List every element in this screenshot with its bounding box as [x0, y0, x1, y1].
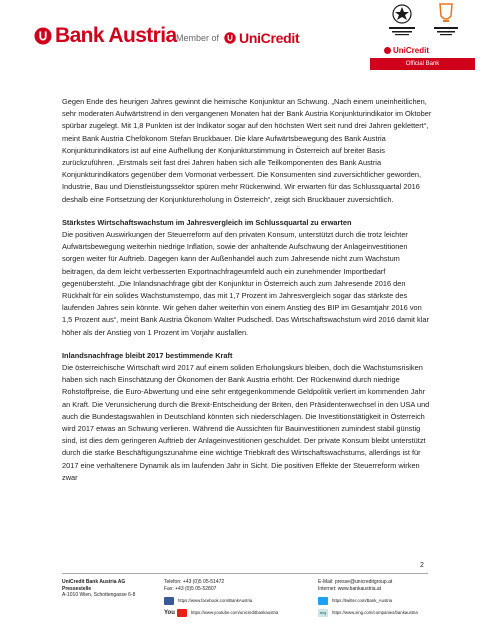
twitter-icon: [318, 597, 328, 605]
footer-department: Pressestelle: [62, 585, 92, 592]
europa-league-badge-icon: [424, 0, 468, 42]
page-number: 2: [420, 562, 424, 569]
footer-twitter[interactable]: [318, 597, 392, 605]
unicredit-icon: [224, 32, 236, 44]
youtube-link[interactable]: https://www.youtube.com/unicreditbankaustria: [190, 609, 279, 615]
member-brand: UniCredit: [239, 30, 300, 46]
facebook-icon: [164, 597, 174, 605]
youtube-label: You: [164, 609, 175, 616]
member-prefix: Member of: [176, 33, 220, 43]
footer-facebook[interactable]: [164, 597, 252, 605]
brand-name: Bank Austria: [55, 24, 177, 47]
sponsor-unicredit: [384, 46, 429, 55]
unicredit-logo-icon: [34, 27, 52, 45]
footer-internet: Internet: www.bankaustria.at: [318, 585, 382, 592]
page-header: [0, 0, 483, 70]
footer-youtube[interactable]: [164, 609, 278, 617]
xing-icon: xing: [319, 611, 327, 615]
footer-fax: Fax: +43 (0)5 05-52807: [164, 585, 217, 592]
footer-address: A-1010 Wien, Schottengasse 6-8: [62, 592, 136, 598]
document-body: [62, 96, 432, 495]
member-of-unicredit: [176, 30, 299, 46]
footer-phone: Telefon: +43 (0)5 05-51472: [164, 579, 225, 585]
xing-link[interactable]: https://www.xing.com/companies/bankaustria: [332, 609, 418, 615]
bank-austria-logo: [34, 24, 177, 48]
youtube-icon: [177, 609, 187, 617]
footer-address-column: [62, 579, 135, 599]
twitter-link[interactable]: https://twitter.com/Bank_Austria: [332, 597, 393, 603]
official-bank-label: Official Bank: [370, 58, 475, 70]
footer-phone-column: [164, 579, 279, 616]
sponsor-brand: UniCredit: [393, 46, 429, 55]
footer-contact-column: [318, 579, 418, 615]
section-heading-growth: Stärkstes Wirtschaftswachstum im Jahresvergleich im Schlussquartal zu erwarten: [62, 217, 352, 227]
facebook-link[interactable]: https://www.facebook.com/BankAustria: [178, 597, 253, 603]
footer-company: UniCredit Bank Austria AG: [62, 579, 126, 585]
section-heading-domestic-demand: Inlandsnachfrage bleibt 2017 bestimmende Kraft: [62, 350, 233, 360]
footer-email: E-Mail: presse@unicreditgroup.at: [318, 579, 393, 585]
section-paragraph-growth: Die positiven Auswirkungen der Steuerreform auf den privaten Konsum, unterstützt durch die trotz leichter Aufwärtsbewegung weiterhin niedrige Inflation, sowie der anhaltende Aufschwung der Anlageinvestitionen sorgen weiter für Auftrieb. Dagegen kann der Außenhandel auch zum Jahresende nicht zum Wachstum beitragen, da dem leicht verbesserten Exportnachfrageumfeld auch ein zunehmender Importbedarf gegenübersteht. „Die Inlandsnachfrage gibt der Konjunktur in Österreich auch zum Jahresende 2016 den Rückhalt für ein solides Wachstumstempo, das mit 1,7 Prozent im Jahresvergleich sogar das stärkste des laufenden Jahres sein könnte. Wir gehen daher weiterhin von einem Anstieg des BIP im Gesamtjahr 2016 von 1,5 Prozent aus“, meint Bank Austria Ökonom Walter Pudschedl. Das Wirtschaftswachstum wird 2016 damit klar höher als der Anstieg von 1 Prozent im Vorjahr ausfallen.: [62, 230, 429, 337]
footer-divider: [62, 573, 428, 574]
unicredit-small-icon: [384, 47, 391, 54]
footer-xing[interactable]: [318, 609, 418, 617]
intro-paragraph: Gegen Ende des heurigen Jahres gewinnt die heimische Konjunktur an Schwung. „Nach einem uneinheitlichen, sehr moderaten Aufwärtstrend in den vergangenen Monaten hat der Bank Austria Konjunkturindikator im Oktober spürbar zugelegt. Mit 1,8 Punkten ist der Indikator sogar auf den höchsten Wert seit rund drei Jahren geklettert“, meint Bank Austria Chefökonom Stefan Bruckbauer. Die klare Aufwärtsbewegung des Bank Austria Konjunkturindikators ist auf eine Aufhellung der Konjunkturstimmung in Österreich auf breiter Basis zurückzuführen. „Erstmals seit fast drei Jahren haben sich alle Teilkomponenten des Bank Austria Konjunkturindikators gegenüber dem Vormonat verbessert. Die Konsumenten sind zuversichtlicher geworden, Industrie, Bau und Dienstleistungssektor spüren mehr Rückenwind. Wir erwarten für das Schlussquartal 2016 deshalb eine Fortsetzung der Konjunkturerholung in Österreich“, zeigt sich Bruckbauer zuversichtlich.: [62, 97, 432, 204]
champions-league-badge-icon: [380, 0, 424, 42]
section-paragraph-domestic-demand: Die österreichische Wirtschaft wird 2017 auf einem soliden Erholungskurs bleiben, doch die Wachstumsrisiken haben sich nach Einschätzung der Ökonomen der Bank Austria erhöht. Der Rückenwind durch niedrige Rohstoffpreise, die Euro-Abwertung und eine sehr entgegenkommende Geldpolitik verliert im kommenden Jahr an Kraft. Die Verunsicherung durch die Brexit-Entscheidung der Briten, den Präsidentenwechsel in den USA und auch die Bundestagswahlen in Deutschland könnten sich niederschlagen. Die Investitionstätigkeit in Österreich wird 2017 etwas an Schwung verlieren. Während die Aussichten für Bauinvestitionen zumindest stabil günstig sind, ist dies dem geringeren Auftrieb der Anlageinvestitionen geschuldet. Der private Konsum bleibt unterstützt durch die starke Beschäftigungszunahme eine wichtige Triebkraft des Wirtschaftswachstums, allerdings ist für 2017 eine verhaltenere Dynamik als im laufenden Jahr in Sicht. Die positiven Effekte der Steuerreform wirken zwar: [62, 363, 430, 482]
